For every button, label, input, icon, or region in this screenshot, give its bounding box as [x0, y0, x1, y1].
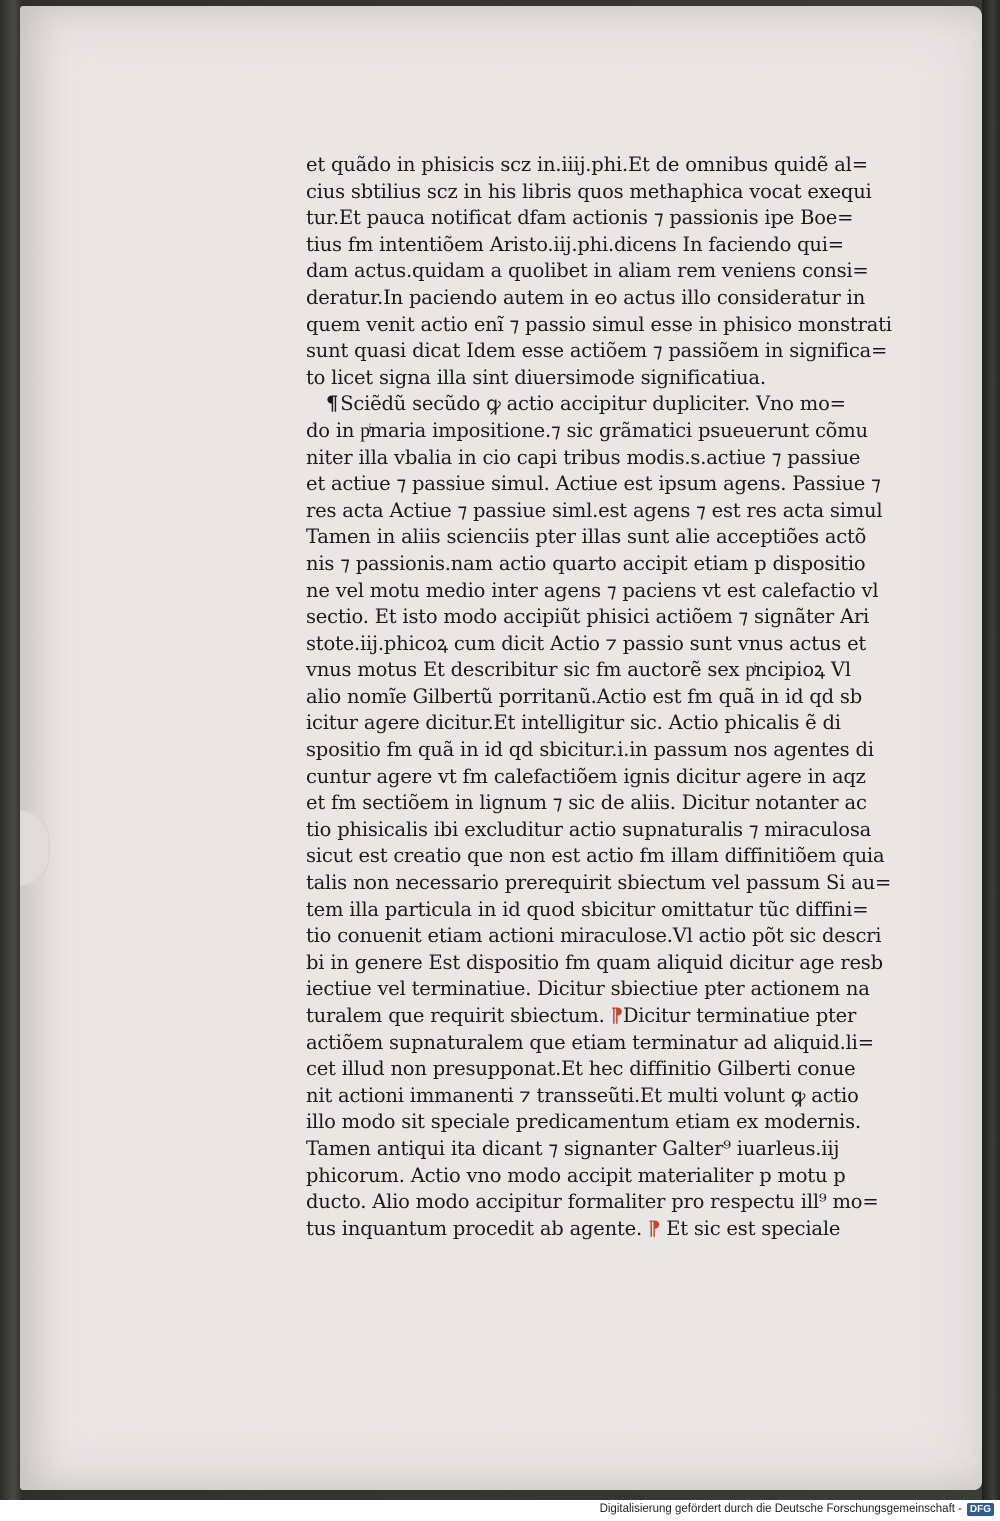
rubric-mark: ⁋: [647, 1216, 661, 1240]
text-line: et actiue ⁊ passiue simul. Actiue est ipsum agens. Passiue ⁊: [306, 472, 881, 496]
text-line: icitur agere dicitur.Et intelligitur sic. Actio phicalis ẽ di: [306, 711, 841, 735]
text-line: nis ⁊ passionis.nam actio quarto accipit etiam p dispositio: [306, 551, 866, 575]
text-line: res acta Actiue ⁊ passiue siml.est agens ⁊ est res acta simul: [306, 498, 883, 522]
paragraph-mark: ¶: [326, 392, 339, 416]
text-line: et fm sectiõem in lignum ⁊ sic de aliis. Dicitur notanter ac: [306, 791, 867, 815]
text-line: et quãdo in phisicis scz in.iiij.phi.Et de omnibus quidẽ al=: [306, 153, 868, 176]
text-line: quem venit actio enĩ ⁊ passio simul esse in phisico monstrati: [306, 312, 892, 336]
text-line: iectiue vel terminatiue. Dicitur sbiectiue pter actionem na: [306, 977, 870, 1001]
text-line: cius sbtilius scz in his libris quos methaphica vocat exequi: [306, 179, 872, 203]
text-line: cuntur agere vt fm calefactiõem ignis dicitur agere in aqz: [306, 764, 866, 788]
text-line: bi in genere Est dispositio fm quam aliquid dicitur age resb: [306, 950, 883, 974]
paragraph-start: [306, 391, 924, 418]
text-line: tio conuenit etiam actioni miraculose.Vl actio põt sic descri: [306, 924, 882, 948]
text-line: ducto. Alio modo accipitur formaliter pro respectu ill⁹ mo=: [306, 1190, 879, 1214]
text-line: turalem que requirit sbiectum.: [306, 1004, 605, 1027]
text-line: Tamen antiqui ita dicant ⁊ signanter Galter⁹ iuarleus.iij: [306, 1136, 840, 1160]
text-line: tius fm intentiõem Aristo.iij.phi.dicens In faciendo qui=: [306, 232, 844, 256]
page-edge-right: [982, 0, 1000, 1500]
text-line: spositio fm quã in id qd sbicitur.i.in passum nos agentes di: [306, 738, 874, 762]
text-line: phicorum. Actio vno modo accipit materialiter p motu p: [306, 1163, 846, 1187]
text-line: vnus motus Et describitur sic fm auctorẽ sex pͥncipioꝝ Vl: [306, 658, 851, 682]
text-line: stote.iij.phicoꝝ cum dicit Actio ⁊ passio sunt vnus actus et: [306, 631, 867, 655]
rubric-mark: ⁋: [610, 1004, 623, 1027]
text-block: [306, 152, 924, 1242]
text-line: Dicitur terminatiue pter: [622, 1004, 857, 1027]
text-line: ne vel motu medio inter agens ⁊ paciens vt est calefactio vl: [306, 578, 879, 602]
text-line: Tamen in aliis scienciis pter illas sunt alie acceptiões actõ: [306, 525, 867, 549]
text-line: cet illud non presupponat.Et hec diffinitio Gilberti conue: [306, 1057, 856, 1081]
text-line: tem illa particula in id quod sbicitur omittatur tũc diffini=: [306, 897, 869, 921]
text-line: actiõem supnaturalem que etiam terminatur ad aliquid.li=: [306, 1030, 874, 1054]
text-line: sunt quasi dicat Idem esse actiõem ⁊ passiõem in significa=: [306, 339, 888, 363]
text-line: nit actioni immanenti ⁊ transseũti.Et multi volunt ꝙ actio: [306, 1083, 859, 1107]
funding-credit: Digitalisierung gefördert durch die Deutsche Forschungsgemeinschaft -: [599, 1503, 962, 1515]
text-line: deratur.In paciendo autem in eo actus illo consideratur in: [306, 285, 866, 309]
text-line: alio nomĩe Gilbertũ porritanũ.Actio est fm quã in id qd sb: [306, 684, 863, 708]
text-line: Sciẽdũ secũdo ꝙ actio accipitur dupliciter. Vno mo=: [340, 392, 846, 416]
text-line: tio phisicalis ibi excluditur actio supnaturalis ⁊ miraculosa: [306, 817, 872, 841]
text-line: talis non necessario prerequirit sbiectum vel passum Si au=: [306, 871, 892, 895]
text-line: sicut est creatio que non est actio fm illam diffinitiõem quia: [306, 844, 885, 868]
text-line: Et sic est speciale: [666, 1216, 841, 1240]
text-line: to licet signa illa sint diuersimode significatiua.: [306, 365, 766, 389]
footer-bar: [0, 1500, 1000, 1521]
text-line: dam actus.quidam a quolibet in aliam rem veniens consi=: [306, 259, 869, 283]
text-line: niter illa vbalia in cio capi tribus modis.s.actiue ⁊ passiue: [306, 445, 861, 469]
text-line-with-rubric: [306, 1003, 924, 1030]
text-line: tus inquantum procedit ab agente.: [306, 1216, 642, 1240]
text-line: illo modo sit speciale predicamentum etiam ex modernis.: [306, 1110, 861, 1134]
text-line: sectio. Et isto modo accipiũt phisici actiõem ⁊ signãter Ari: [306, 605, 870, 629]
dfg-logo: DFG: [967, 1503, 994, 1516]
text-line-with-rubric: [306, 1216, 924, 1243]
text-line: tur.Et pauca notificat dfam actionis ⁊ passionis ipe Boe=: [306, 206, 854, 230]
text-line: do in pͥmaria impositione.⁊ sic grãmatici psueuerunt cõmu: [306, 418, 868, 442]
